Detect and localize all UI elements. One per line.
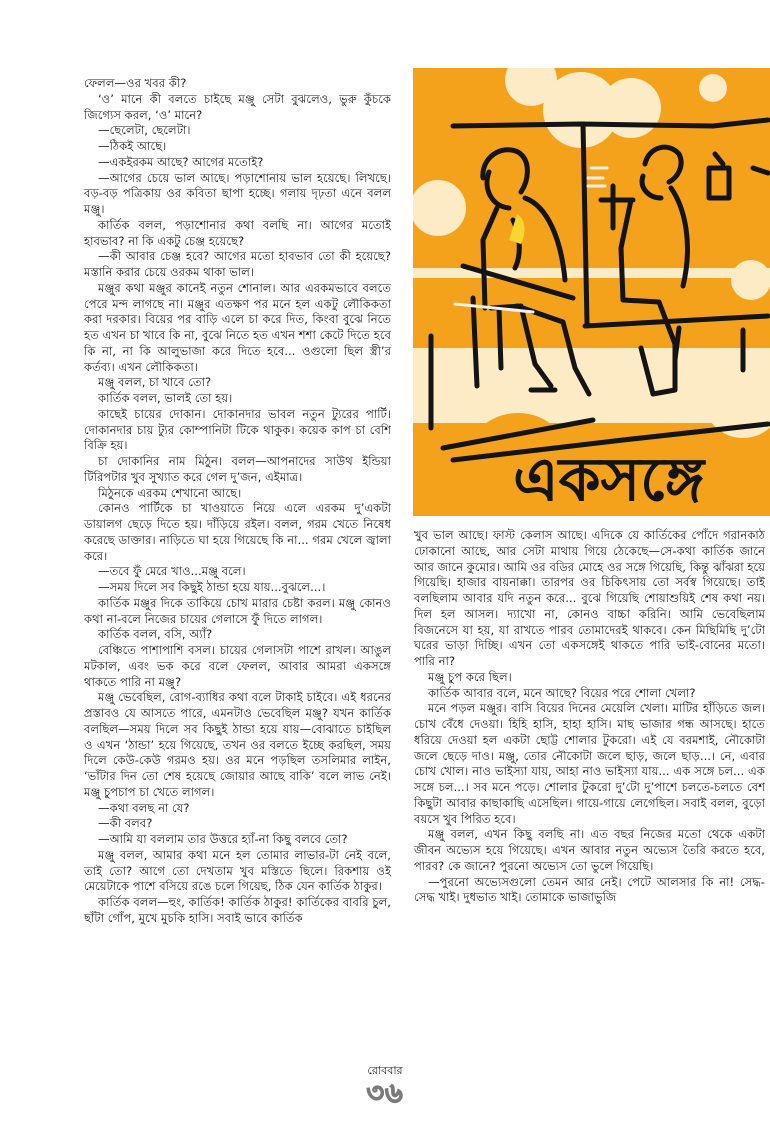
- right-text-column: [414, 528, 765, 906]
- left-text-column: [84, 76, 391, 927]
- paragraph: কার্তিক বলল, ভালই তো হয়।: [98, 391, 233, 405]
- paragraph: —কী বলব?: [98, 816, 153, 831]
- paragraph: —ঠিকই আছে।: [98, 139, 167, 153]
- pale-blob: [699, 74, 727, 102]
- paragraph: মঞ্জু বলল, এখন কিছু বলছি না। এত বছর নিজের মতো থেকে একটা জীবন অভ্যেস হয়ে গিয়েছে। এখন আবার নতুন অভ্যেস তৈরি করতে হবে, পারব? কে জানে? পুরনো অভ্যেস তো ভুলে গিয়েছি।: [414, 827, 765, 873]
- paragraph: মিঠুনকে এরকম শেখানো আছে।: [98, 485, 242, 500]
- paragraph: খুব ভাল আছে। ফাস্ট কেলাস আছে। এদিকে যে কার্তিকের পোঁদে গরানকাঠ ঢোকানো আছে, আর সেটা মাথায় গিয়ে ঠেকেছে—সে-কথা কার্তিক জানে আর জানে কুমোর। আমি ওর বডির মোহে ওর সঙ্গে গিয়েছি, কিন্তু ঝাঁঝরা হয়ে গিয়েছি। হাজার বায়নাক্কা। তারপর ওর চিকিৎসায় তো সর্বস্ব গিয়েছে। তাই বলছিলাম আবার যদি নতুন করে... বুঝে গিয়েছি শোয়াশুয়িই শেষ কথা নয়। দিল হল আসল। দ্যাখো না, কোনও বাচ্চা করিনি। আমি ভেবেছিলাম বিজনেসে যা হয়, যা রাখতে পারব তোমাদেরই থাকবে। কেন মিছিমিছি দু’টো ঘরের ভাড়া দিচ্ছি। এখন তো একসঙ্গেই থাকতে পারি ভাই-বোনের মতো। পারি না?: [414, 528, 765, 668]
- paragraph: বেঞ্চিতে পাশাপাশি বসল। চায়ের গেলাসটা পাশে রাখল। আঙুল মটকাল, এবং ভক করে বলে ফেলল, আবার আমরা একসঙ্গে থাকতে পারি না মঞ্জু?: [84, 643, 391, 689]
- paragraph: —সময় দিলে সব কিছুই ঠান্ডা হয়ে যায়...বুঝলে...।: [98, 580, 326, 594]
- paragraph: মঞ্জুর কথা মঞ্জুর কানেই নতুন শোনাল। আর এরকমভাবে বলতে পেরে মন্দ লাগছে না। মঞ্জুর এতক্ষণ পর মনে হল একটু লৌকিকতা করা দরকার। বিয়ের পর বাড়ি এলে চা করে দিত, কিংবা বুঝে নিতে হত এখন চা খাবে কি না, বুঝে নিতে হত এখন শশা কেটে দিতে হবে কি না, না কি আলুভাজা করে দিতে হবে... ওগুলো ছিল স্ত্রী’র কর্তব্য। এখন লৌকিকতা।: [84, 280, 391, 374]
- paragraph: —ছেলেটা, ছেলেটা।: [98, 123, 191, 138]
- page-number: ৩৬: [366, 1078, 404, 1109]
- illustration-art: [413, 68, 770, 516]
- illustration-caption: একসঙ্গে: [513, 445, 705, 515]
- paragraph: কার্তিক আবার বলে, মনে আছে? বিয়ের পরে শোলা খেলা?: [428, 685, 696, 700]
- paragraph: মনে পড়ল মঞ্জুর। বাসি বিয়ের দিনের মেয়েলি খেলা। মাটির হাঁড়িতে জল। চোখ বেঁধে দেওয়া। হিহি হাসি, হাহা হাসি। মাছ ভাজার গন্ধ আসছে। হাতে ধরিয়ে দেওয়া হল একটা ছোট্ট শোলার টুকরো। এই যে বরমশাই, নৌকোটা জলে ছেড়ে দাও। মঞ্জু, তোর নৌকোটা জলে ছাড়, জলে ছাড়...। নে, এবার চোখ খোল। নাও ভাইস্যা যায়, আহা নাও ভাইস্যা যায়... এক সঙ্গে চল... এক সঙ্গে চল...। সব মনে পড়ে। শোলার টুকরো দু’টো দু’পাশে চলতে-চলতে বেশ কিছুটা আবার কাছাকাছি এসেছিল। গায়ে-গায়ে লেগেছিল। সবাই বলল, বুড়ো বয়সে খুব পিরিত হবে।: [414, 701, 765, 826]
- paragraph: কার্তিক বলল, পড়াশোনার কথা বলছি না। আগের মতোই হাবভাব? না কি একটু চেঞ্জ হয়েছে?: [84, 217, 391, 248]
- paragraph: মঞ্জু বলল, চা খাবে তো?: [98, 375, 212, 390]
- paragraph: —কথা বলছ না যে?: [98, 800, 190, 815]
- paragraph: —তবে ফুঁ মেরে খাও...মঞ্জু বলে।: [98, 564, 246, 579]
- paragraph: —কী আবার চেঞ্জ হবে? আগের মতো হাবভাব তো কী হয়েছে? মস্তানি করার চেয়ে ওরকম থাকা ভাল।: [84, 249, 391, 279]
- paragraph: কোনও পার্টিকে চা খাওয়াতে নিয়ে এলে এরকম দু’একটা ডায়ালগ ছেড়ে দিতে হয়। দাঁড়িয়ে রইল। বলল, গরম খেতে নিষেধ করেছে ডাক্তার। নাড়িতে ঘা হয়ে গিয়েছে কি না... গরম খেলে জ্বালা করে।: [84, 501, 391, 563]
- paragraph: কার্তিক বলল—হুং, কার্তিক! কার্তিক ঠাকুর! কার্তিকের বাবরি চুল, ছাঁটা গোঁপ, মুখে মুচকি হাসি। সবাই ভাবে কার্তিক: [84, 895, 391, 925]
- pale-blob: [731, 260, 770, 300]
- paragraph: কার্তিক বলল, বসি, অ্যাঁ?: [98, 627, 213, 642]
- paragraph: —আমি যা বললাম তার উত্তরে হ্যাঁ-না কিছু বলবে তো?: [98, 832, 348, 846]
- paragraph: চা দোকানির নাম মিঠুন। বলল—আপনাদের সাউথ ইন্ডিয়া টিরিপটার খুব সুখ্যাত করে গেল দু’জন, এইমাত্র।: [84, 454, 391, 484]
- paragraph: মঞ্জু ভেবেছিল, রোগ-ব্যাধির কথা বলে টাকাই চাইবে। এই ধরনের প্রস্তাবও যে আসতে পারে, এমনটাও ভেবেছিল মঞ্জু? যখন কার্তিক বলছিল—সময় দিলে সব কিছুই ঠান্ডা হয়ে যায়—বোঝাতে চাইছিল ও এখন ‘ঠান্ডা’ হয়ে গিয়েছে, তখন ওর বলতে ইচ্ছে করছিল, সময় দিলে কেউ-কেউ গরমও হয়। ওর মনে পড়ছিল তসলিমার লাইন, ‘ভাঁটার দিন তো শেষ হয়েছে জোয়ার আছে বাকি’ বলে লাভ নেই। মঞ্জু চুপচাপ চা খেতে লাগল।: [84, 690, 391, 799]
- paragraph: ফেলল—ওর খবর কী?: [84, 76, 187, 90]
- paragraph: কার্তিক মঞ্জুর দিকে তাকিয়ে চোখ মারার চেষ্টা করল। মঞ্জু কোনও কথা না-বলে নিজের চায়ের গেলাসে ফুঁ দিতে লাগল।: [84, 595, 391, 626]
- pale-blob: [601, 78, 661, 138]
- paragraph: —আগের চেয়ে ভাল আছে। পড়াশোনায় ভাল হয়েছে। লিখছে। বড়-বড় পত্রিকায় ওর কবিতা ছাপা হচ্ছে। গলায় দৃঢ়তা এনে বলল মঞ্জু।: [84, 170, 391, 216]
- paragraph: —পুরনো অভ্যেসগুলো তেমন আর নেই। পেটে আলসার কি না! সেদ্ধ-সেদ্ধ খাই। দুধভাত খাই। তোমাকে ভাজাভুজি: [414, 874, 765, 905]
- paragraph: মঞ্জু চুপ করে ছিল।: [428, 669, 512, 684]
- paragraph: —একইরকম আছে? আগের মতোই?: [98, 154, 264, 169]
- paragraph: ‘ও’ মানে কী বলতে চাইছে মঞ্জু সেটা বুঝলেও, ভুরু কুঁচকে জিগ্যেস করল, ‘ও’ মানে?: [84, 91, 391, 122]
- paragraph: মঞ্জু বলল, আমার কথা মনে হল তোমার লাভার-টা নেই বলে, তাই তো? আগে তো দেখতাম খুব মস্তিতে ছিলে। রিকশায় ওই মেয়েটাকে পাশে বসিয়ে রঙে চলে গিয়েছ, ঠিক যেন কার্তিক ঠাকুর।: [84, 847, 391, 894]
- publication-name: রোববার: [367, 1064, 403, 1077]
- paragraph: কাছেই চায়ের দোকান। দোকানদার ভাবল নতুন ট্যুরের পার্টি। দোকানদার চায় ট্যুর কোম্পানিটা টিকে থাকুক। কয়েক কাপ চা বেশি বিক্রি হয়।: [84, 406, 391, 453]
- orange-wash-bench: [413, 278, 770, 348]
- story-illustration: [413, 68, 770, 516]
